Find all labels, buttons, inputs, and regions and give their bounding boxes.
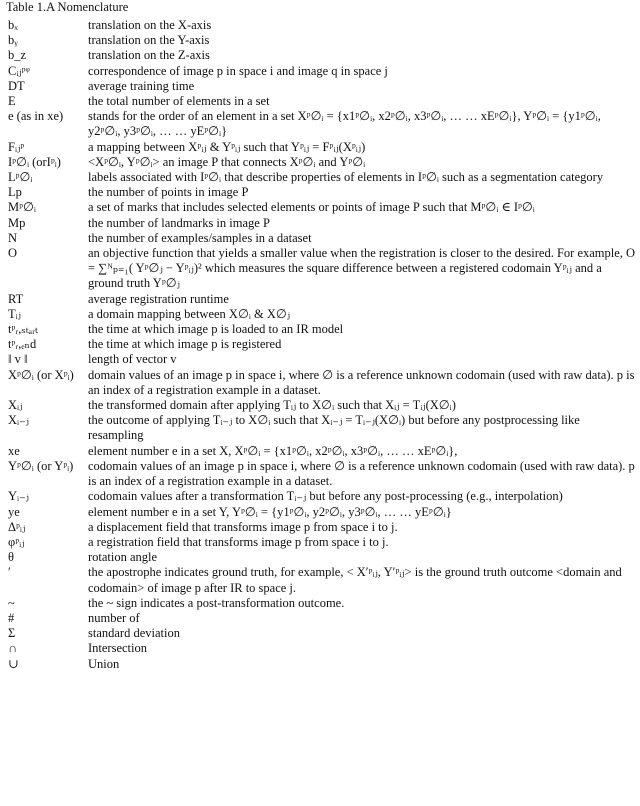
definition-cell: a displacement field that transforms image p from space i to j. xyxy=(88,519,398,534)
definition-cell: correspondence of image p in space i and image q in space j xyxy=(88,63,388,78)
table-row xyxy=(6,520,636,535)
definition-cell: number of xyxy=(88,610,140,625)
symbol-cell: e (as in xe) xyxy=(8,109,64,124)
definition-cell: labels associated with Iᵖ∅ᵢ that describe properties of elements in Iᵖ∅ᵢ such as a segmentation category xyxy=(88,170,604,185)
symbol-cell: Iᵖ∅ᵢ (orIᵖᵢ) xyxy=(8,154,61,169)
symbol-cell: xe xyxy=(8,443,20,458)
definition-cell: a domain mapping between X∅ᵢ & X∅ⱼ xyxy=(88,306,291,321)
table-row xyxy=(6,550,636,565)
symbol-cell: tᵖᵣ,ₛₜₐᵣₜ xyxy=(8,322,39,337)
table-row xyxy=(6,641,636,656)
symbol-cell: b_z xyxy=(8,48,27,63)
symbol-cell: ∩ xyxy=(8,641,18,656)
definition-cell: the ~ sign indicates a post-transformation outcome. xyxy=(88,595,345,610)
table-row xyxy=(6,657,636,672)
definition-cell: rotation angle xyxy=(88,550,158,565)
table-row xyxy=(6,489,636,504)
table-row xyxy=(6,322,636,337)
table-row xyxy=(6,170,636,185)
table-caption: Table 1.A Nomenclature xyxy=(6,0,129,14)
table-row xyxy=(6,292,636,307)
symbol-cell: ∪ xyxy=(8,656,19,671)
definition-cell: translation on the Y-axis xyxy=(88,33,210,48)
definition-cell: length of vector v xyxy=(88,352,177,367)
table-row xyxy=(6,155,636,170)
table-row xyxy=(6,611,636,626)
symbol-cell: bₓ xyxy=(8,18,18,32)
nomenclature-table xyxy=(6,18,636,672)
symbol-cell: Lᵖ∅ᵢ xyxy=(8,170,33,185)
symbol-cell: ′ xyxy=(8,565,11,580)
definition-cell: codomain values of an image p in space i, where ∅ is a reference unknown codomain (used with raw data). p is an index of a registration example in a dataset. xyxy=(88,458,635,489)
definition-cell: the number of landmarks in image P xyxy=(88,215,270,230)
symbol-cell: Cᵢⱼᵖᵠ xyxy=(8,63,30,78)
table-row xyxy=(6,94,636,109)
definition-cell: standard deviation xyxy=(88,626,180,641)
symbol-cell: Xᵢ₋ⱼ xyxy=(8,413,29,428)
definition-cell: a mapping between Xᵖᵢⱼ & Yᵖᵢⱼ such that Yᵖᵢⱼ = Fᵖᵢⱼ(Xᵖᵢⱼ) xyxy=(88,139,366,154)
table-row xyxy=(6,33,636,48)
table-row xyxy=(6,246,636,292)
table-row xyxy=(6,337,636,352)
symbol-cell: ~ xyxy=(8,595,15,610)
definition-cell: the transformed domain after applying Tᵢⱼ to X∅ᵢ such that Xᵢⱼ = Tᵢⱼ(X∅ᵢ) xyxy=(88,398,456,413)
definition-cell: the outcome of applying Tᵢ₋ⱼ to X∅ᵢ such that Xᵢ₋ⱼ = Tᵢ₋ⱼ(X∅ᵢ) but before any postprocessing like resampling xyxy=(88,413,580,443)
symbol-cell: tᵖᵣ,ₑₙd xyxy=(8,337,37,352)
definition-cell: the time at which image p is registered xyxy=(88,337,282,352)
symbol-cell: Mp xyxy=(8,215,26,230)
table-row xyxy=(6,216,636,231)
table-row xyxy=(6,368,636,398)
table-row xyxy=(6,200,636,215)
symbol-cell: Xᵖ∅ᵢ (or Xᵖᵢ) xyxy=(8,367,74,382)
table-row xyxy=(6,18,636,33)
definition-cell: element number e in a set Y, Yᵖ∅ᵢ = {y1ᵖ∅ᵢ, y2ᵖ∅ᵢ, y3ᵖ∅ᵢ, … … yEᵖ∅ᵢ} xyxy=(88,504,452,519)
symbol-cell: O xyxy=(8,246,18,261)
table-row xyxy=(6,79,636,94)
symbol-cell: Mᵖ∅ᵢ xyxy=(8,200,36,215)
definition-cell: Union xyxy=(88,656,120,671)
definition-cell: the time at which image p is loaded to an IR model xyxy=(88,322,344,337)
definition-cell: element number e in a set X, Xᵖ∅ᵢ = {x1ᵖ∅ᵢ, x2ᵖ∅ᵢ, x3ᵖ∅ᵢ, … … xEᵖ∅ᵢ}, xyxy=(88,443,458,458)
table-row xyxy=(6,413,636,443)
definition-cell: the apostrophe indicates ground truth, for example, < X′ᵖᵢⱼ, Y′ᵖᵢⱼ> is the ground truth outcome <domain and codomain> of image p after IR to space j. xyxy=(88,565,622,595)
table-row xyxy=(6,398,636,413)
table-row xyxy=(6,352,636,367)
symbol-cell: Tᵢⱼ xyxy=(8,306,21,321)
definition-cell: the total number of elements in a set xyxy=(88,94,270,109)
symbol-cell: Yᵢ₋ⱼ xyxy=(8,489,29,504)
definition-cell: a set of marks that includes selected elements or points of image P such that Mᵖ∅ᵢ ∈ Iᵖ∅ᵢ xyxy=(88,200,535,215)
table-row xyxy=(6,231,636,246)
definition-cell: the number of examples/samples in a dataset xyxy=(88,230,312,245)
definition-cell: the number of points in image P xyxy=(88,185,249,200)
symbol-cell: Yᵖ∅ᵢ (or Yᵖᵢ) xyxy=(8,458,74,473)
definition-cell: Intersection xyxy=(88,641,148,656)
symbol-cell: φᵖᵢⱼ xyxy=(8,534,25,549)
definition-cell: average registration runtime xyxy=(88,291,229,306)
symbol-cell: ye xyxy=(8,504,20,519)
symbol-cell: bᵧ xyxy=(8,33,18,48)
symbol-cell: E xyxy=(8,94,16,109)
table-row xyxy=(6,307,636,322)
definition-cell: translation on the X-axis xyxy=(88,18,212,32)
table-row xyxy=(6,505,636,520)
table-row xyxy=(6,626,636,641)
table-row xyxy=(6,565,636,595)
symbol-cell: Lp xyxy=(8,185,22,200)
table-body xyxy=(6,18,636,672)
symbol-cell: Σ xyxy=(8,626,16,641)
table-row xyxy=(6,444,636,459)
definition-cell: average training time xyxy=(88,78,195,93)
table-row xyxy=(6,109,636,139)
definition-cell: stands for the order of an element in a set Xᵖ∅ᵢ = {x1ᵖ∅ᵢ, x2ᵖ∅ᵢ, x3ᵖ∅ᵢ, … … xEᵖ∅ᵢ}, Yᵖ∅ᵢ = {y1ᵖ∅ᵢ, y2ᵖ∅ᵢ, y3ᵖ∅ᵢ, … … yEᵖ∅ᵢ} xyxy=(88,109,601,139)
definition-cell: translation on the Z-axis xyxy=(88,48,210,63)
symbol-cell: N xyxy=(8,230,18,245)
symbol-cell: # xyxy=(8,610,15,625)
table-row xyxy=(6,596,636,611)
table-row xyxy=(6,459,636,489)
table-row xyxy=(6,140,636,155)
definition-cell: a registration field that transforms image p from space i to j. xyxy=(88,534,389,549)
definition-cell: codomain values after a transformation Tᵢ₋ⱼ but before any post-processing (e.g., interpolation) xyxy=(88,489,563,504)
definition-cell: <Xᵖ∅ᵢ, Yᵖ∅ᵢ> an image P that connects Xᵖ∅ᵢ and Yᵖ∅ᵢ xyxy=(88,154,366,169)
symbol-cell: Xᵢⱼ xyxy=(8,398,23,413)
symbol-cell: Δᵖᵢⱼ xyxy=(8,519,26,534)
symbol-cell: ‖ v ‖ xyxy=(8,352,28,367)
definition-cell: an objective function that yields a smaller value when the registration is closer to the desired. For example, O = ∑ᴺₚ₌₁( Yᵖ∅ⱼ − Yᵖᵢⱼ)² which measures the square difference between a registered codomain Yᵖᵢⱼ and a ground truth Yᵖ∅ⱼ xyxy=(88,246,636,291)
symbol-cell: θ xyxy=(8,550,14,565)
table-row xyxy=(6,64,636,79)
symbol-cell: Fᵢⱼᵖ xyxy=(8,139,25,154)
symbol-cell: RT xyxy=(8,291,24,306)
table-row xyxy=(6,48,636,63)
table-row xyxy=(6,185,636,200)
definition-cell: domain values of an image p in space i, where ∅ is a reference unknown codomain (used with raw data). p is an index of a registration example in a dataset. xyxy=(88,367,635,397)
symbol-cell: DT xyxy=(8,78,25,93)
table-row xyxy=(6,535,636,550)
